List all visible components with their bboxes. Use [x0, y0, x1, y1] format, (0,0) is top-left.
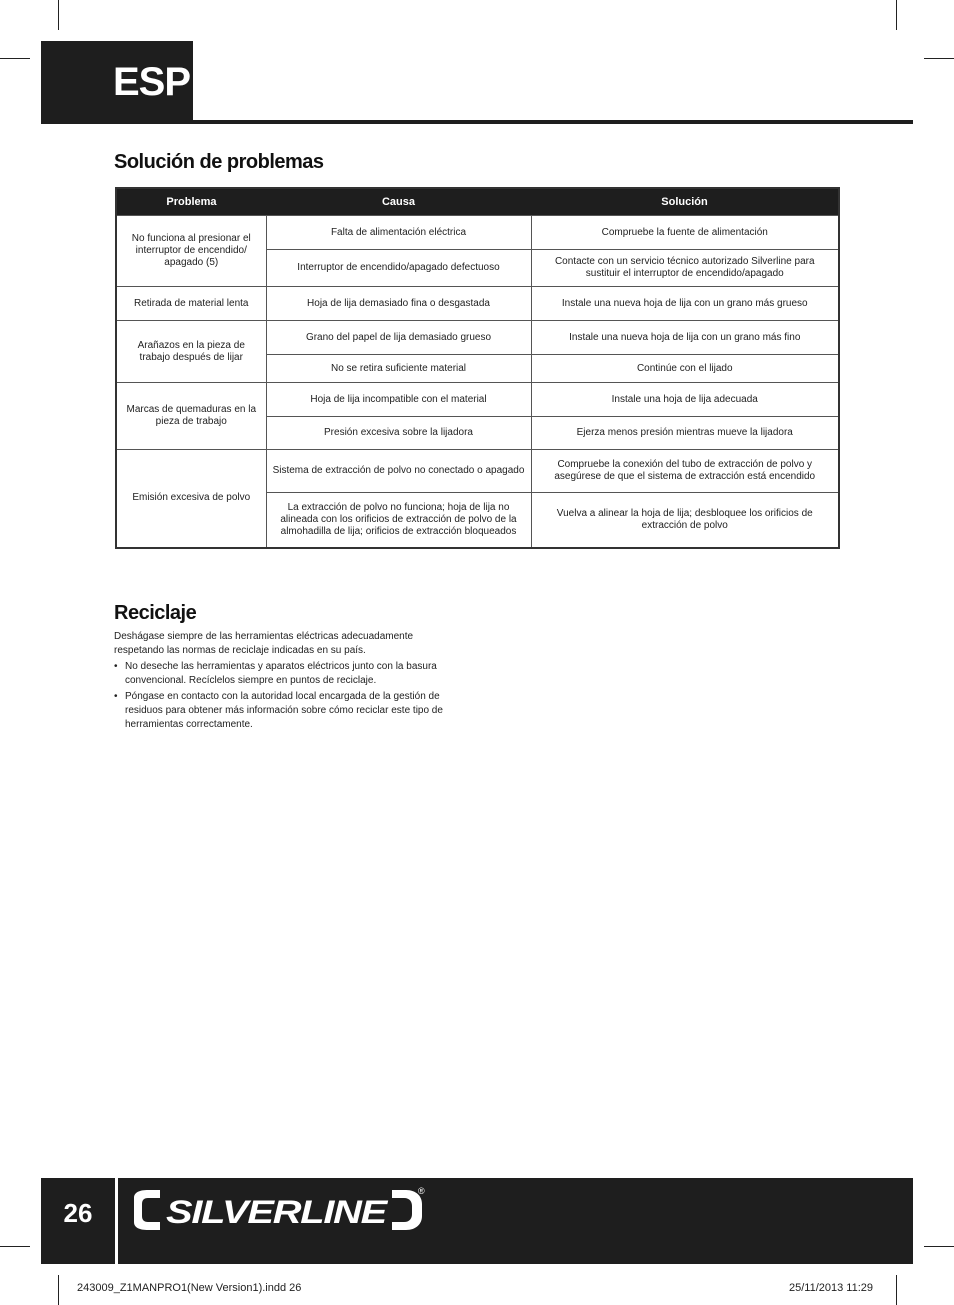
crop-mark — [58, 0, 59, 30]
cause-cell: Interruptor de encendido/apagado defectuoso — [266, 250, 531, 287]
table-header-row — [116, 188, 839, 216]
column-header-cause: Causa — [266, 188, 531, 216]
solution-cell: Contacte con un servicio técnico autorizado Silverline para sustituir el interruptor de encendido/apagado — [531, 250, 839, 287]
cause-cell: Grano del papel de lija demasiado grueso — [266, 321, 531, 355]
problem-cell: Marcas de quemaduras en la pieza de trabajo — [116, 383, 266, 450]
column-header-problem: Problema — [116, 188, 266, 216]
silverline-logo — [130, 1186, 430, 1234]
cause-cell: Sistema de extracción de polvo no conectado o apagado — [266, 450, 531, 493]
cause-cell: Falta de alimentación eléctrica — [266, 216, 531, 250]
recycling-title: Reciclaje — [114, 602, 197, 624]
list-item: • Póngase en contacto con la autoridad local encargada de la gestión de residuos para obtener más información sobre cómo reciclar este tipo de herramientas correctamente. — [114, 690, 444, 732]
problem-cell: Retirada de material lenta — [116, 287, 266, 321]
crop-mark — [924, 1246, 954, 1247]
registered-mark: ® — [418, 1186, 425, 1196]
solution-cell: Compruebe la fuente de alimentación — [531, 216, 839, 250]
footer-divider — [115, 1178, 118, 1264]
crop-mark — [0, 58, 30, 59]
solution-cell: Instale una hoja de lija adecuada — [531, 383, 839, 417]
recycling-body — [114, 630, 444, 734]
recycling-list — [114, 660, 444, 732]
solution-cell: Continúe con el lijado — [531, 355, 839, 383]
crop-mark — [896, 1275, 897, 1305]
cause-cell: Presión excesiva sobre la lijadora — [266, 417, 531, 450]
problem-cell: Emisión excesiva de polvo — [116, 450, 266, 548]
problem-cell: Arañazos en la pieza de trabajo después de lijar — [116, 321, 266, 383]
cause-cell: La extracción de polvo no funciona; hoja de lija no alineada con los orificios de extracción de polvo de la almohadilla de lija; orificios de extracción bloqueados — [266, 493, 531, 548]
solution-cell: Instale una nueva hoja de lija con un grano más grueso — [531, 287, 839, 321]
cause-cell: No se retira suficiente material — [266, 355, 531, 383]
crop-mark — [924, 58, 954, 59]
crop-mark — [0, 1246, 30, 1247]
solution-cell: Ejerza menos presión mientras mueve la lijadora — [531, 417, 839, 450]
cause-cell: Hoja de lija incompatible con el material — [266, 383, 531, 417]
spanner-jaw-right-icon — [392, 1190, 422, 1230]
slug-file-info: 243009_Z1MANPRO1(New Version1).indd 26 — [77, 1282, 302, 1294]
table-row — [116, 321, 839, 355]
cause-cell: Hoja de lija demasiado fina o desgastada — [266, 287, 531, 321]
language-tab: ESP — [41, 41, 193, 123]
spanner-jaw-left-icon — [134, 1190, 160, 1230]
problem-cell: No funciona al presionar el interruptor de encendido/ apagado (5) — [116, 216, 266, 287]
troubleshooting-title: Solución de problemas — [114, 151, 324, 173]
solution-cell: Instale una nueva hoja de lija con un grano más fino — [531, 321, 839, 355]
header-rule — [41, 120, 913, 124]
recycling-intro: Deshágase siempre de las herramientas eléctricas adecuadamente respetando las normas de reciclaje indicadas en su país. — [114, 631, 414, 656]
slug-date: 25/11/2013 11:29 — [789, 1282, 874, 1294]
page-number: 26 — [63, 1198, 93, 1228]
table-row — [116, 216, 839, 250]
logo-wordmark: SILVERLINE — [166, 1194, 390, 1230]
table-row — [116, 383, 839, 417]
crop-mark — [58, 1275, 59, 1305]
table-row — [116, 287, 839, 321]
list-item: • No deseche las herramientas y aparatos eléctricos junto con la basura convencional. Recíclelos siempre en puntos de reciclaje. — [114, 660, 444, 688]
crop-mark — [896, 0, 897, 30]
solution-cell: Vuelva a alinear la hoja de lija; desbloquee los orificios de extracción de polvo — [531, 493, 839, 548]
troubleshooting-table — [115, 187, 840, 549]
solution-cell: Compruebe la conexión del tubo de extracción de polvo y asegúrese de que el sistema de extracción está encendido — [531, 450, 839, 493]
column-header-solution: Solución — [531, 188, 839, 216]
table-row — [116, 450, 839, 493]
